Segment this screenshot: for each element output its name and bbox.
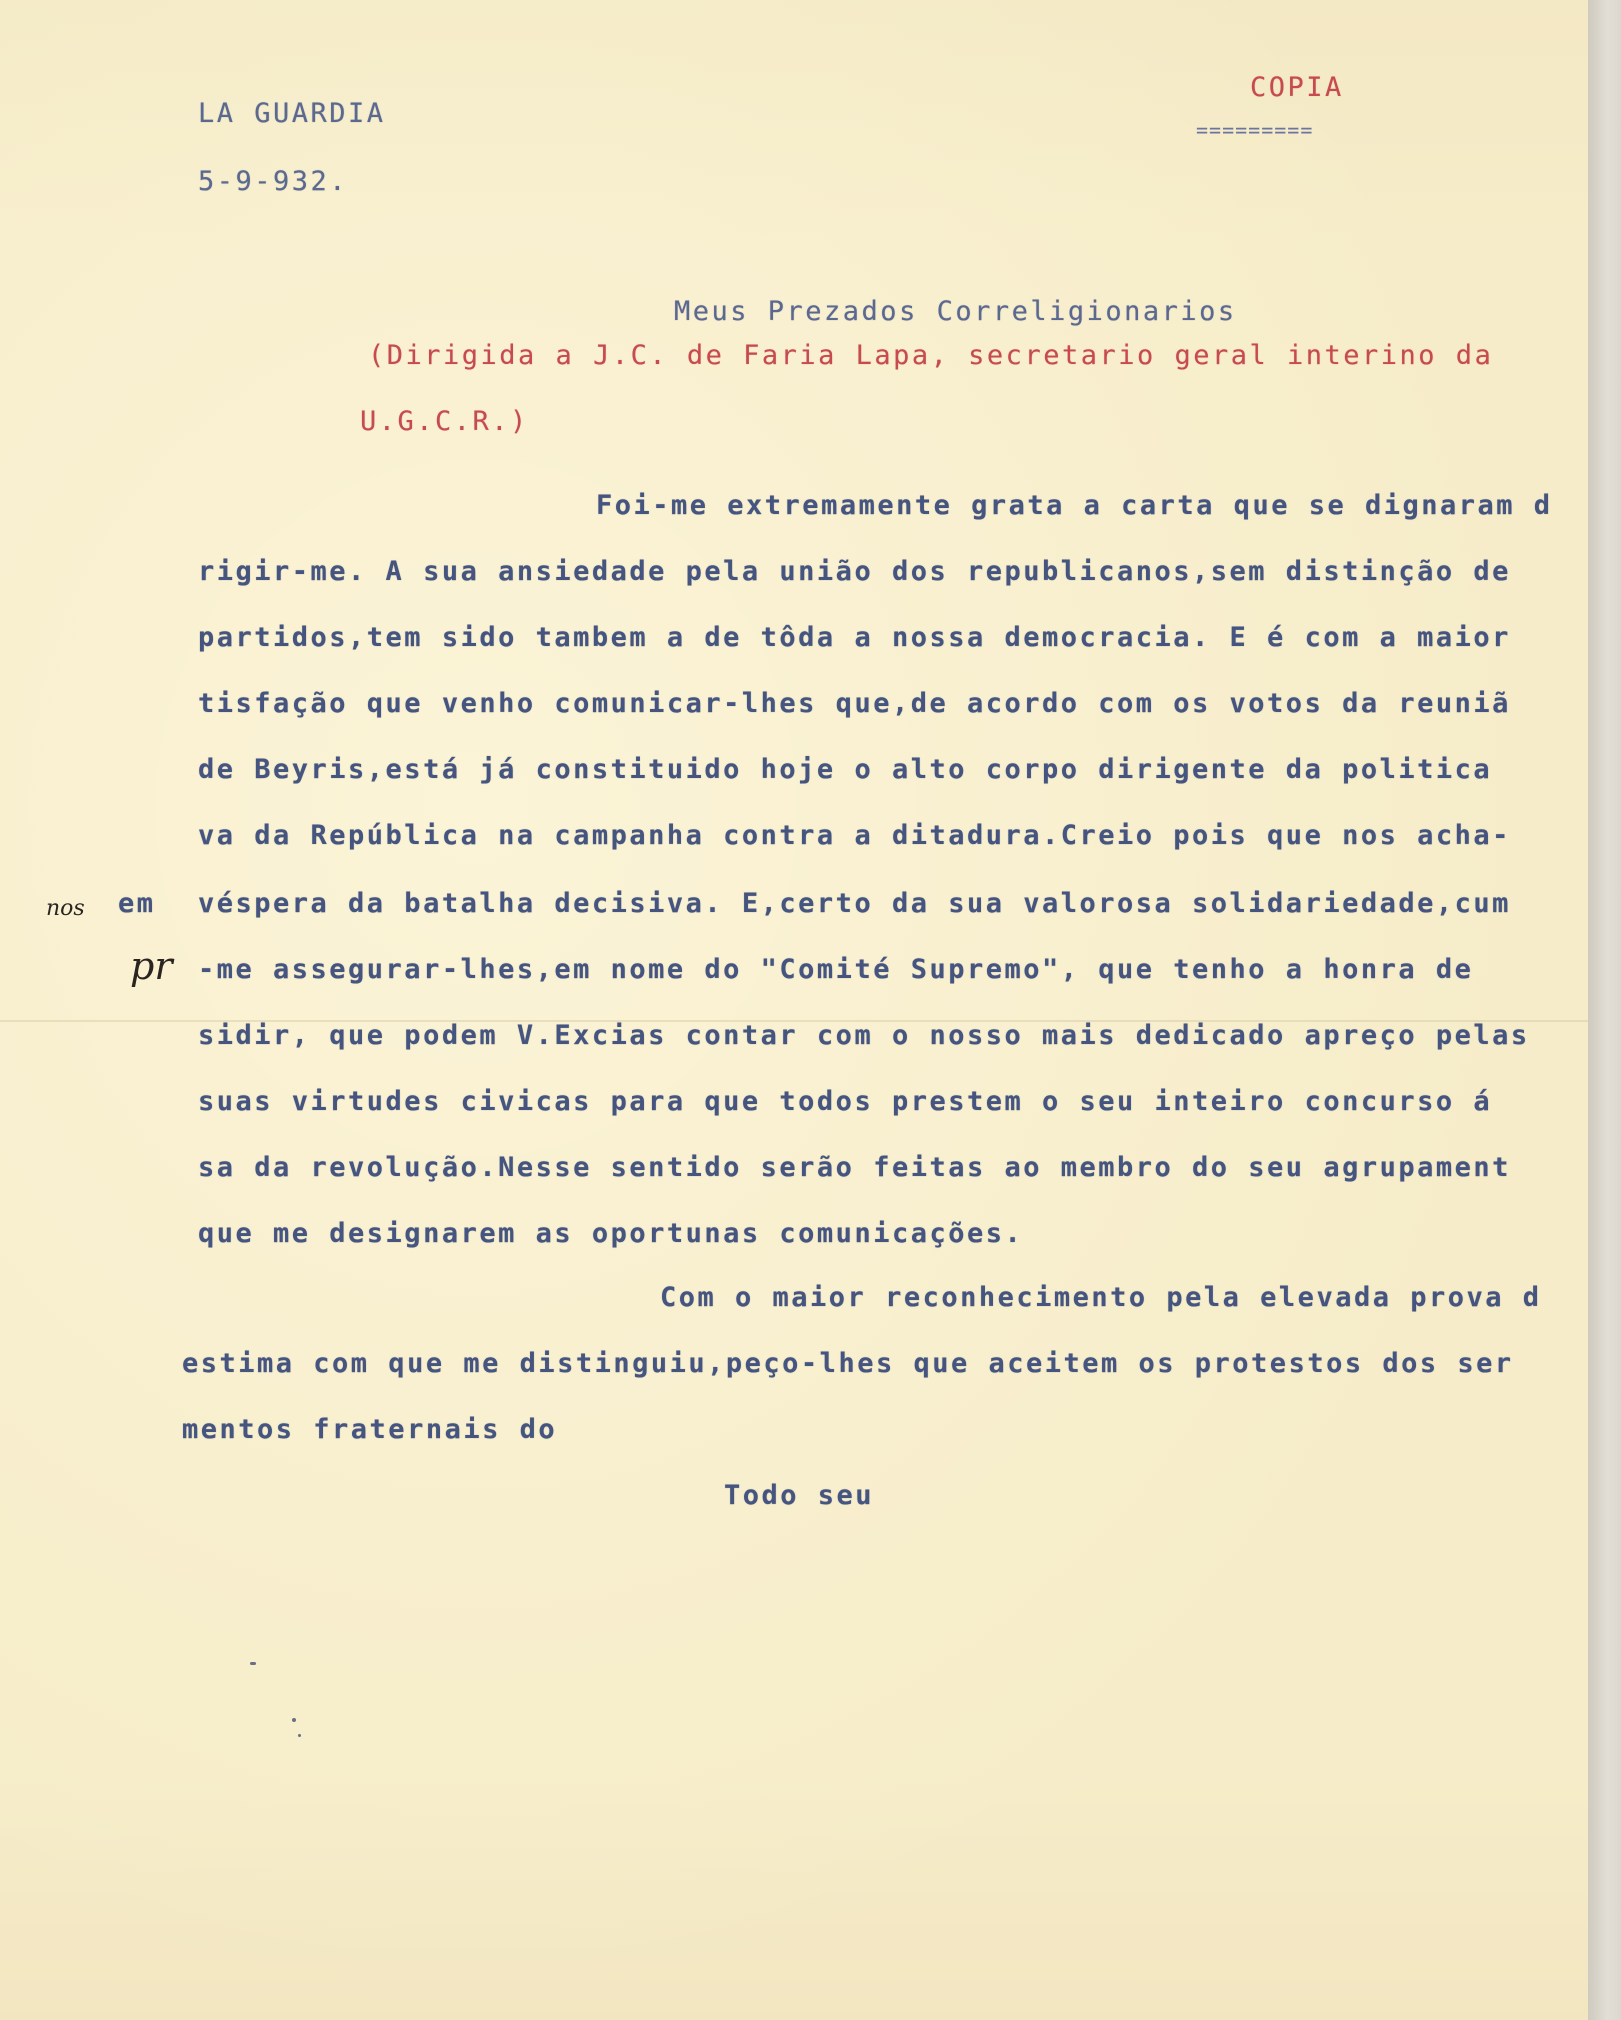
copy-stamp-underline: =========	[1196, 118, 1314, 142]
body-line-8: -me assegurar-lhes,em nome do "Comité Supremo", que tenho a honra de	[198, 954, 1474, 985]
body-line-4: tisfação que venho comunicar-lhes que,de acordo com os votos da reuniã	[198, 688, 1511, 719]
salutation: Meus Prezados Correligionarios	[674, 296, 1237, 327]
body-line-3: partidos,tem sido tambem a de tôda a nossa democracia. E é com a maior	[198, 622, 1511, 653]
body-line-5: de Beyris,está já constituido hoje o alto corpo dirigente da politica	[198, 754, 1493, 785]
body-line-11: sa da revolução.Nesse sentido serão feitas ao membro do seu agrupament	[198, 1152, 1511, 1183]
closing-line-3: mentos fraternais do	[182, 1414, 558, 1445]
ink-speck	[250, 1662, 256, 1665]
body-line-2: rigir-me. A sua ansiedade pela união dos republicanos,sem distinção de	[198, 556, 1511, 587]
handwritten-margin-note-top: nos	[46, 896, 85, 921]
page-edge	[1588, 0, 1621, 2020]
body-line-7: véspera da batalha decisiva. E,certo da sua valorosa solidariedade,cum	[198, 888, 1511, 919]
handwritten-margin-note-bottom: pr	[130, 944, 173, 988]
body-line-10: suas virtudes civicas para que todos prestem o seu inteiro concurso á	[198, 1086, 1493, 1117]
place-name: LA GUARDIA	[198, 98, 386, 129]
addressee-line-1: (Dirigida a J.C. de Faria Lapa, secretario geral interino da	[368, 340, 1494, 371]
closing-line-1: Com o maior reconhecimento pela elevada prova d	[660, 1282, 1542, 1313]
body-line-1: Foi-me extremamente grata a carta que se dignaram d	[596, 490, 1553, 521]
body-line-12: que me designarem as oportunas comunicações.	[198, 1218, 1024, 1249]
body-line-9: sidir, que podem V.Excias contar com o nosso mais dedicado apreço pelas	[198, 1020, 1530, 1051]
signoff: Todo seu	[724, 1480, 875, 1511]
letter-date: 5-9-932.	[198, 166, 349, 197]
ink-speck	[292, 1718, 296, 1722]
addressee-line-2: U.G.C.R.)	[360, 406, 529, 437]
ink-speck	[298, 1734, 301, 1737]
body-line-6: va da República na campanha contra a ditadura.Creio pois que nos acha-	[198, 820, 1511, 851]
closing-line-2: estima com que me distinguiu,peço-lhes que aceitem os protestos dos ser	[182, 1348, 1514, 1379]
margin-word-em: em	[118, 888, 156, 919]
copy-stamp: COPIA	[1250, 72, 1344, 103]
